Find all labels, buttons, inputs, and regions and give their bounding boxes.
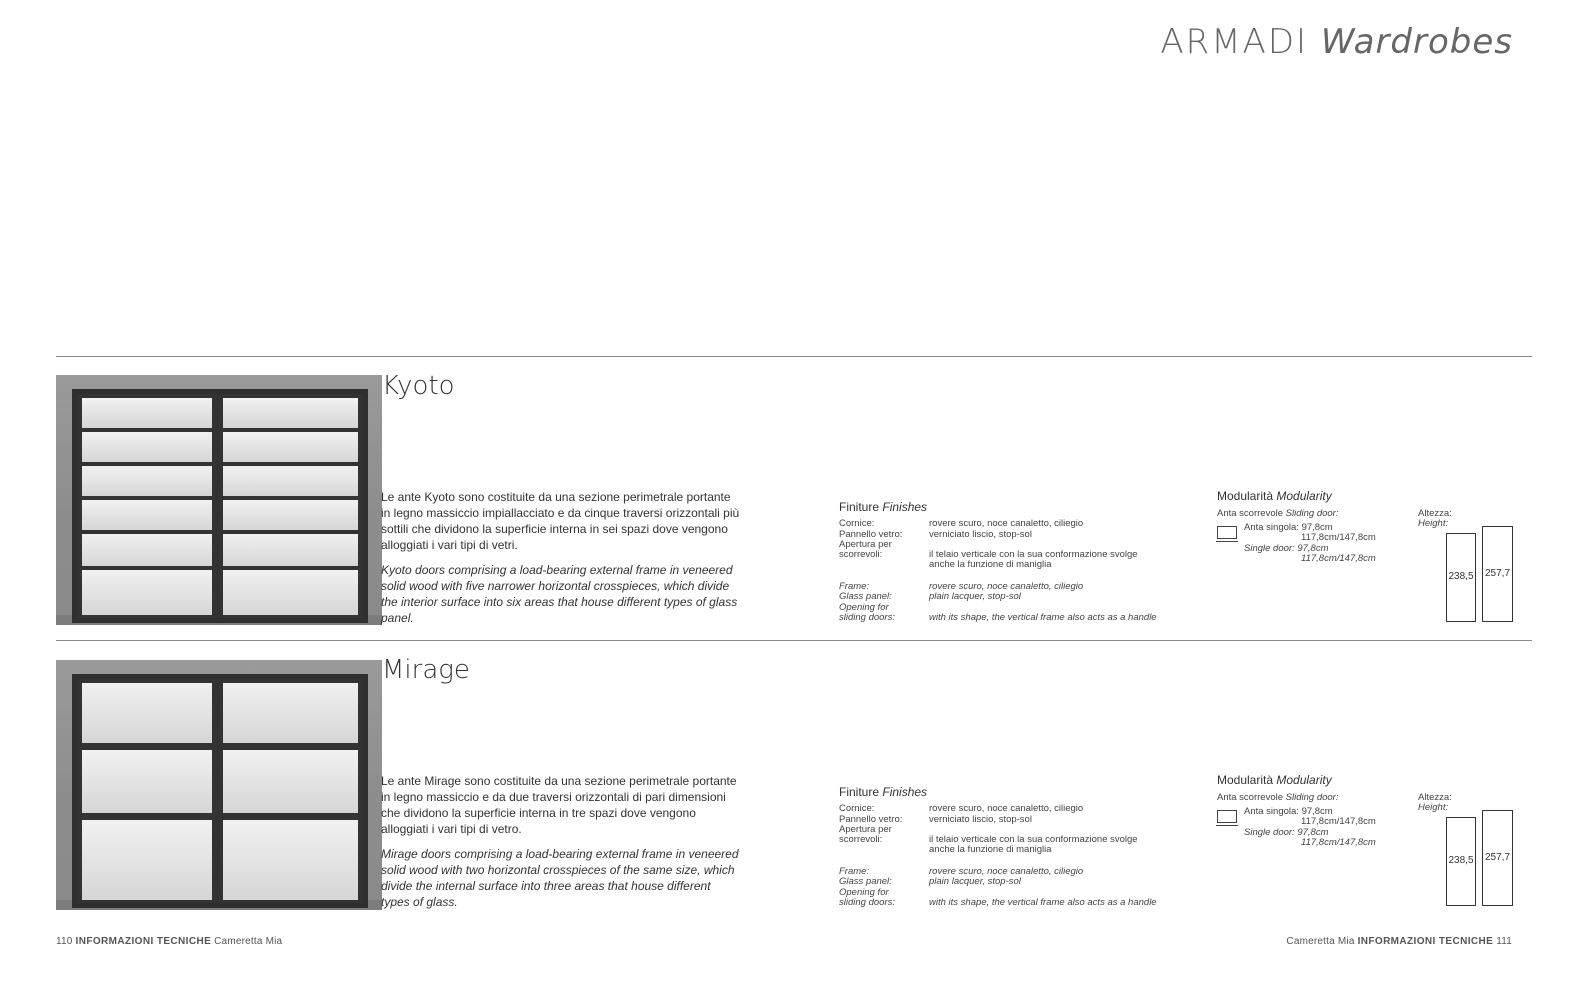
description-it: Le ante Kyoto sono costituite da una sezione perimetrale portante in legno massiccio impiallacciato e da cinque traversi orizzontali più sottili che dividono la superficie interna in sei spazi dove vengono alloggiati i vari tipi di vetri. <box>381 490 740 552</box>
finish-value-en: with its shape, the vertical frame also acts as a handle <box>929 612 1157 623</box>
finish-value-en: with its shape, the vertical frame also acts as a handle <box>929 897 1157 908</box>
kyoto-photo <box>56 375 382 625</box>
modularity-type <box>1217 793 1338 804</box>
finish-value: verniciato liscio, stop-sol <box>929 529 1032 540</box>
modularity-title-en: Modularity <box>1276 489 1332 503</box>
finish-key-en: Frame: <box>839 866 870 877</box>
description-kyoto <box>381 489 741 635</box>
finish-key-en: Glass panel: <box>839 876 892 887</box>
finish-value: rovere scuro, noce canaletto, ciliegio <box>929 803 1084 814</box>
finish-key: Apertura per <box>839 824 892 835</box>
height-box-small <box>1446 817 1476 906</box>
description-it: Le ante Mirage sono costituite da una sezione perimetrale portante in legno massiccio e da due traversi orizzontali di pari dimensioni che dividono la superficie interna in tre spazi dove vengono alloggiati i vari tipi di vetro. <box>381 774 737 836</box>
divider <box>56 640 1532 641</box>
finishes-heading <box>839 500 1199 514</box>
finish-key-en: sliding doors: <box>839 612 895 623</box>
product-title-mirage: Mirage <box>382 655 470 685</box>
finish-key-en: Glass panel: <box>839 591 892 602</box>
footer-section-left: INFORMAZIONI TECNICHE <box>75 936 212 947</box>
finish-value: il telaio verticale con la sua conformazione svolge <box>929 834 1138 845</box>
finish-key: scorrevoli: <box>839 834 883 845</box>
modularity-mirage <box>1217 773 1532 908</box>
finish-value-en: rovere scuro, noce canaletto, ciliegio <box>929 866 1084 877</box>
finish-key: Apertura per <box>839 539 892 550</box>
finish-value: verniciato liscio, stop-sol <box>929 814 1032 825</box>
finishes-title-en: Finishes <box>882 500 928 514</box>
height-value: 238,5 <box>1448 855 1474 866</box>
height-value: 257,7 <box>1484 852 1511 863</box>
footer-left <box>56 936 282 947</box>
single-door-en-2: 117,8cm/147,8cm <box>1301 837 1376 848</box>
finish-value: anche la funzione di maniglia <box>929 844 1052 855</box>
modularity-title-it: Modularità <box>1217 773 1274 787</box>
single-door-en: Single door: 97,8cm <box>1244 827 1329 838</box>
finish-key-en: sliding doors: <box>839 897 895 908</box>
sliding-door-icon <box>1217 810 1237 823</box>
height-value: 257,7 <box>1484 568 1511 579</box>
finish-key: Cornice: <box>839 518 875 529</box>
description-en: Mirage doors comprising a load-bearing external frame in veneered solid wood with two horizontal crosspieces of the same size, which divide the internal surface into three areas that house different types of glass. <box>381 847 739 909</box>
description-en: Kyoto doors comprising a load-bearing external frame in veneered solid wood with five narrower horizontal crosspieces, which divide the interior surface into six areas that house different types of glass panel. <box>381 563 738 625</box>
page-number-right: 111 <box>1496 936 1512 947</box>
finishes-heading <box>839 785 1199 799</box>
finish-key-en: Opening for <box>839 887 889 898</box>
modularity-heading <box>1217 773 1532 787</box>
finish-key-en: Opening for <box>839 602 889 613</box>
single-door-it: Anta singola: 97,8cm <box>1244 522 1333 533</box>
modularity-type <box>1217 509 1338 520</box>
finishes-title-it: Finiture <box>839 785 880 799</box>
modularity-title-it: Modularità <box>1217 489 1274 503</box>
modularity-heading <box>1217 489 1532 503</box>
height-box-small <box>1446 533 1476 622</box>
modularity-kyoto <box>1217 489 1532 624</box>
height-value: 238,5 <box>1448 571 1474 582</box>
page-number-left: 110 <box>56 936 73 947</box>
finish-value-en: plain lacquer, stop-sol <box>929 876 1021 887</box>
product-title-kyoto: Kyoto <box>382 371 455 401</box>
finishes-kyoto <box>839 500 1199 630</box>
finish-value-en: rovere scuro, noce canaletto, ciliegio <box>929 581 1084 592</box>
single-door-en-2: 117,8cm/147,8cm <box>1301 553 1376 564</box>
modularity-title-en: Modularity <box>1276 773 1332 787</box>
modularity-type-en: Sliding door: <box>1285 508 1339 519</box>
divider <box>56 356 1532 357</box>
title-en: Wardrobes <box>1320 22 1513 62</box>
modularity-type-en: Sliding door: <box>1285 792 1339 803</box>
footer-section-right: INFORMAZIONI TECNICHE <box>1357 936 1494 947</box>
kyoto-wardrobe-illustration <box>72 389 368 623</box>
height-label-en: Height: <box>1418 802 1449 813</box>
single-door-it-2: 117,8cm/147,8cm <box>1301 532 1376 543</box>
finishes-title-it: Finiture <box>839 500 880 514</box>
height-label-it: Altezza: <box>1418 508 1452 519</box>
finish-value: rovere scuro, noce canaletto, ciliegio <box>929 518 1084 529</box>
finish-key: Pannello vetro: <box>839 814 903 825</box>
footer-book-left: Cameretta Mia <box>214 936 283 947</box>
footer-book-right: Cameretta Mia <box>1286 936 1355 947</box>
finishes-title-en: Finishes <box>882 785 928 799</box>
height-label-it: Altezza: <box>1418 792 1452 803</box>
height-label-en: Height: <box>1418 518 1449 529</box>
mirage-photo <box>56 660 382 910</box>
finish-value: anche la funzione di maniglia <box>929 559 1052 570</box>
height-box-large <box>1482 526 1513 622</box>
finish-key: Pannello vetro: <box>839 529 903 540</box>
sliding-door-icon <box>1217 526 1237 539</box>
finish-value: il telaio verticale con la sua conformazione svolge <box>929 549 1138 560</box>
description-mirage <box>381 773 741 919</box>
page-title <box>1160 22 1513 62</box>
single-door-it-2: 117,8cm/147,8cm <box>1301 816 1376 827</box>
height-box-large <box>1482 810 1513 906</box>
single-door-en: Single door: 97,8cm <box>1244 543 1329 554</box>
modularity-type-it: Anta scorrevole <box>1217 508 1284 519</box>
title-it: ARMADI <box>1160 22 1309 62</box>
finishes-mirage <box>839 785 1199 915</box>
finish-key: scorrevoli: <box>839 549 883 560</box>
finish-key-en: Frame: <box>839 581 870 592</box>
finish-value-en: plain lacquer, stop-sol <box>929 591 1021 602</box>
mirage-wardrobe-illustration <box>72 674 368 908</box>
single-door-it: Anta singola: 97,8cm <box>1244 806 1333 817</box>
footer-right <box>1286 936 1512 947</box>
finish-key: Cornice: <box>839 803 875 814</box>
modularity-type-it: Anta scorrevole <box>1217 792 1284 803</box>
